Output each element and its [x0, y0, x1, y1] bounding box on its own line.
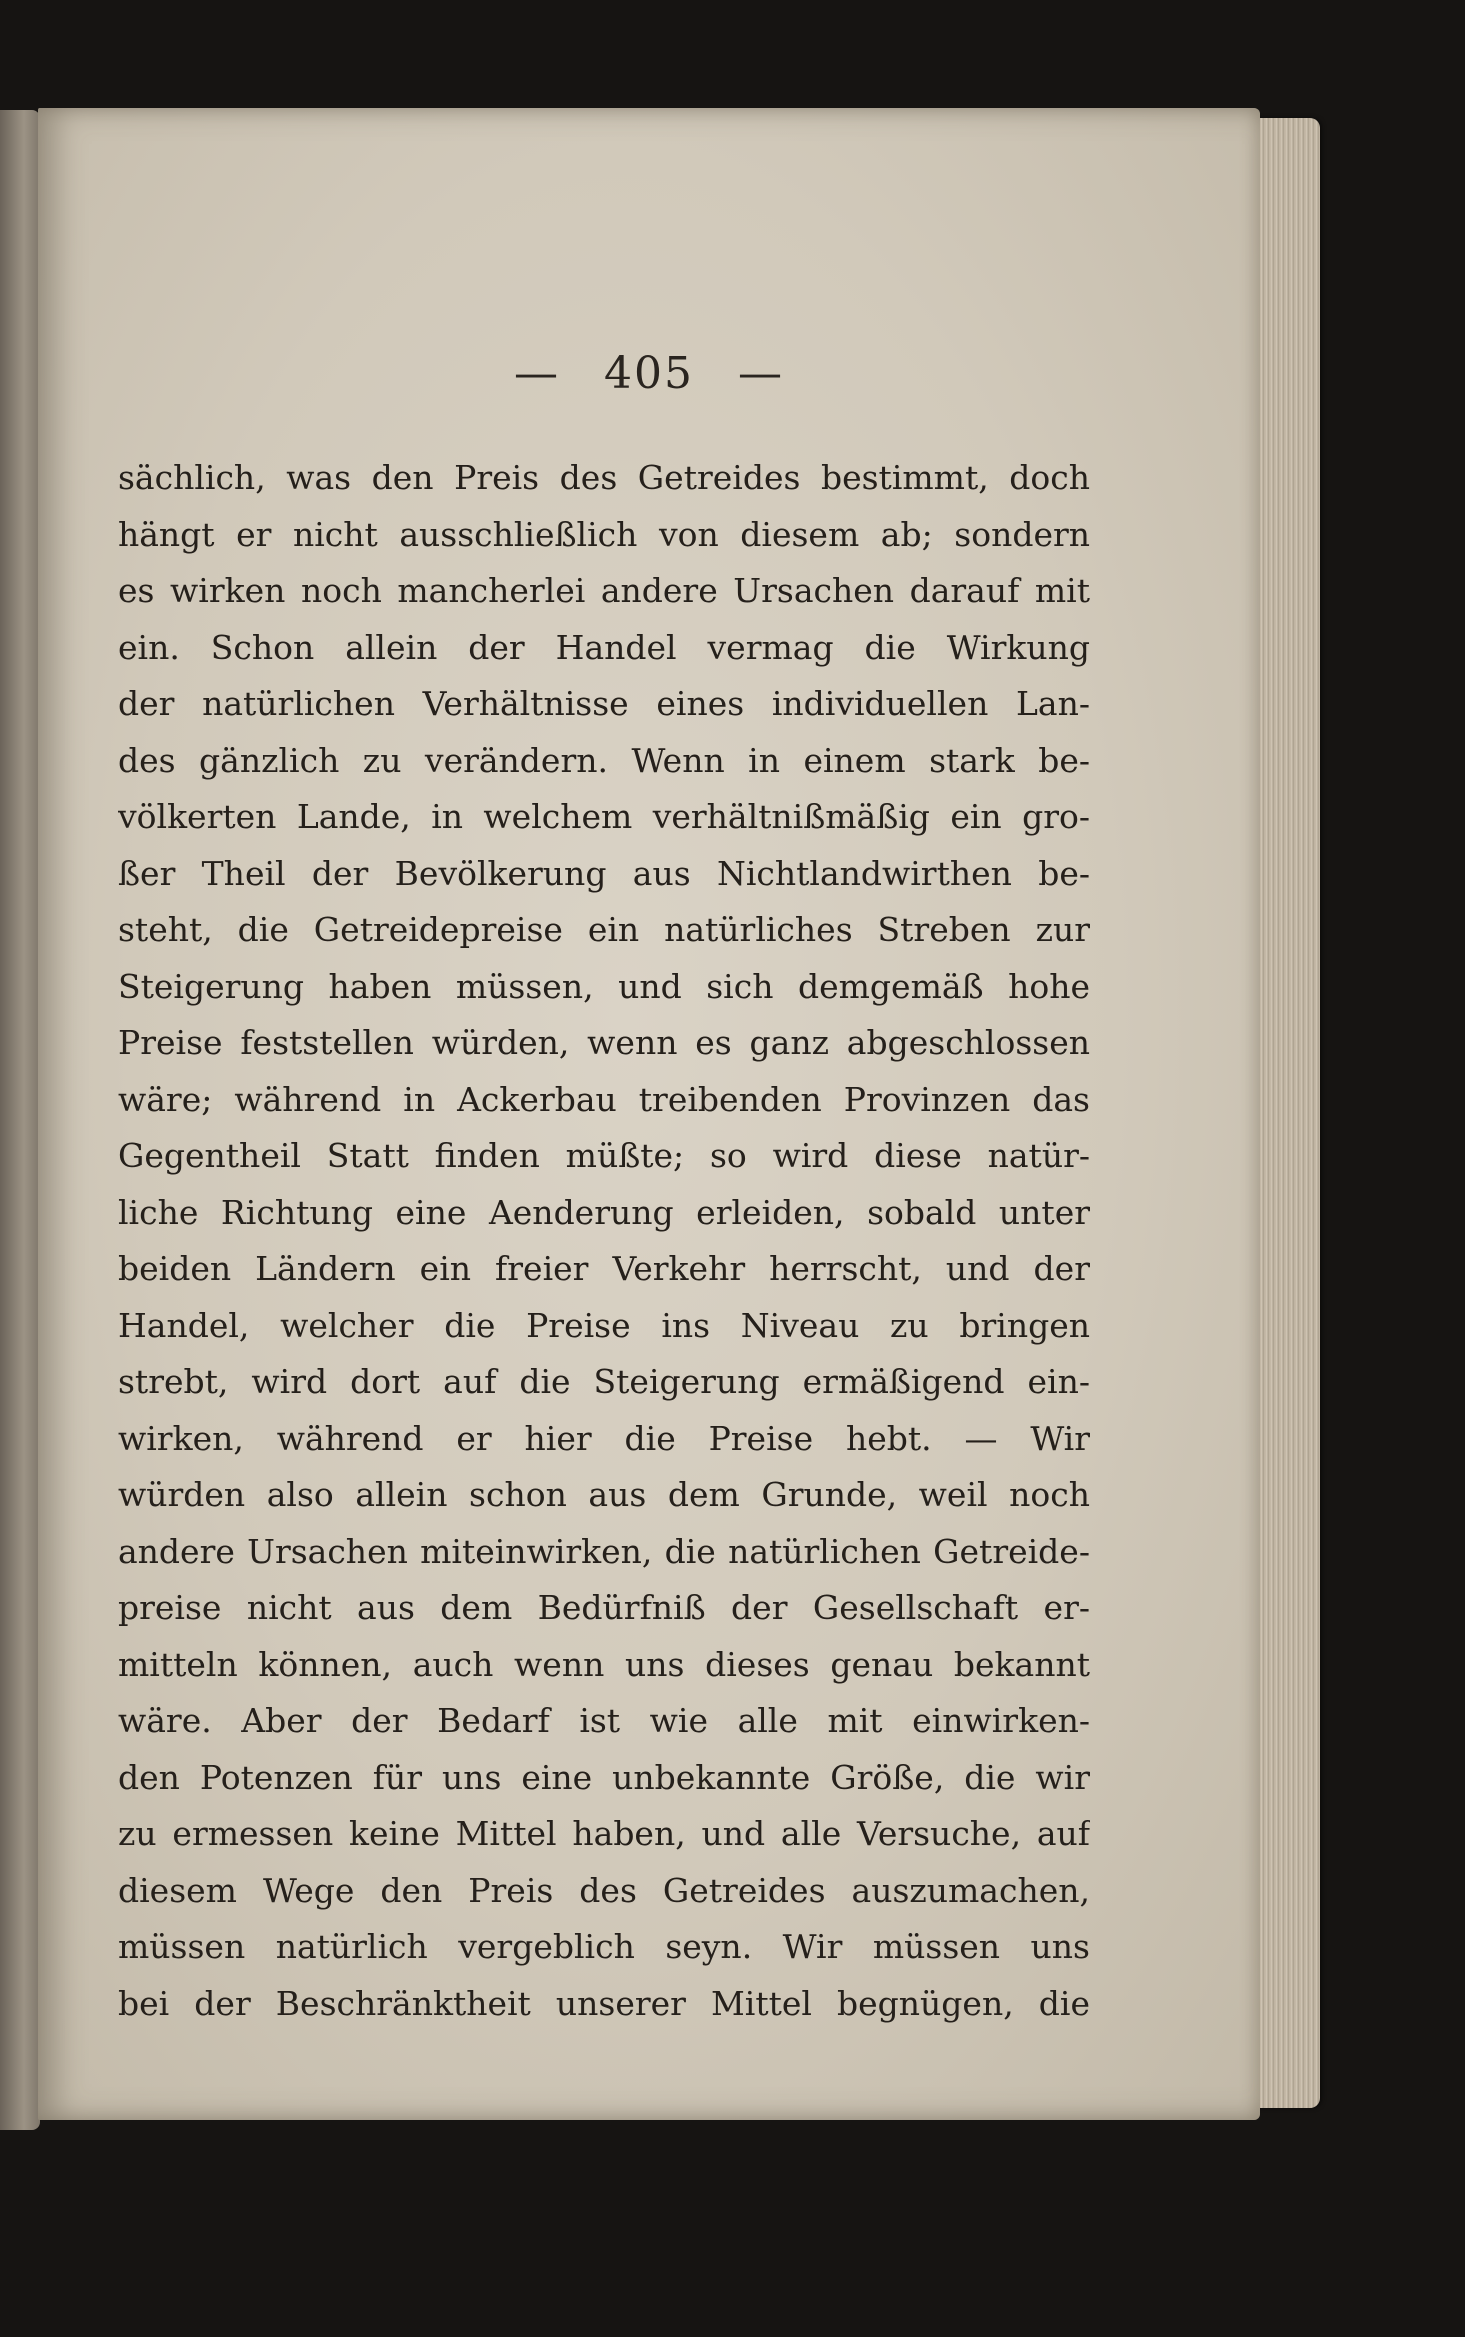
text-line: wirken, während er hier die Preise hebt. — Wir — [118, 1418, 1090, 1458]
header-dash-left: — — [514, 348, 560, 399]
text-line: Gegentheil Statt finden müßte; so wird diese natür- — [118, 1136, 1090, 1175]
text-line: sächlich, was den Preis des Getreides bestimmt, doch — [118, 458, 1090, 497]
text-line: andere Ursachen miteinwirken, die natürlichen Getreide- — [118, 1531, 1090, 1571]
page-header — [38, 348, 1260, 399]
text-line: Steigerung haben müssen, und sich demgemäß hohe — [118, 966, 1090, 1006]
text-line: zu ermessen keine Mittel haben, und alle Versuche, auf — [118, 1814, 1090, 1853]
text-line: den Potenzen für uns eine unbekannte Größe, die wir — [118, 1757, 1090, 1797]
header-dash-right: — — [737, 348, 784, 399]
text-line: Handel, welcher die Preise ins Niveau zu bringen — [118, 1305, 1090, 1345]
text-line: würden also allein schon aus dem Grunde, weil noch — [118, 1475, 1090, 1514]
text-line: preise nicht aus dem Bedürfniß der Gesellschaft er- — [118, 1588, 1090, 1627]
facing-page-edge — [0, 110, 40, 2130]
text-line: ßer Theil der Bevölkerung aus Nichtlandwirthen be- — [118, 853, 1090, 893]
text-line: steht, die Getreidepreise ein natürliches Streben zur — [118, 910, 1090, 949]
text-line: der natürlichen Verhältnisse eines individuellen Lan- — [118, 684, 1090, 723]
body-text — [118, 450, 1090, 2032]
text-line: hängt er nicht ausschließlich von diesem ab; sondern — [118, 514, 1090, 554]
text-line: diesem Wege den Preis des Getreides auszumachen, — [118, 1870, 1090, 1910]
text-line: liche Richtung eine Aenderung erleiden, sobald unter — [118, 1192, 1090, 1232]
page-number: 405 — [604, 348, 694, 399]
text-line: mitteln können, auch wenn uns dieses genau bekannt — [118, 1644, 1090, 1684]
text-line: wäre; während in Ackerbau treibenden Provinzen das — [118, 1079, 1090, 1119]
text-line: beiden Ländern ein freier Verkehr herrscht, und der — [118, 1249, 1090, 1288]
text-line: bei der Beschränktheit unserer Mittel begnügen, die — [118, 1983, 1090, 2023]
text-line: ein. Schon allein der Handel vermag die Wirkung — [118, 627, 1090, 667]
text-line: müssen natürlich vergeblich seyn. Wir müssen uns — [118, 1927, 1090, 1966]
text-line: strebt, wird dort auf die Steigerung ermäßigend ein- — [118, 1362, 1090, 1401]
text-line: des gänzlich zu verändern. Wenn in einem stark be- — [118, 740, 1090, 780]
text-line: es wirken noch mancherlei andere Ursachen darauf mit — [118, 571, 1090, 610]
book-page — [38, 108, 1260, 2120]
text-line: wäre. Aber der Bedarf ist wie alle mit einwirken- — [118, 1701, 1090, 1740]
text-line: Preise feststellen würden, wenn es ganz abgeschlossen — [118, 1023, 1090, 1062]
text-line: völkerten Lande, in welchem verhältnißmäßig ein gro- — [118, 797, 1090, 836]
